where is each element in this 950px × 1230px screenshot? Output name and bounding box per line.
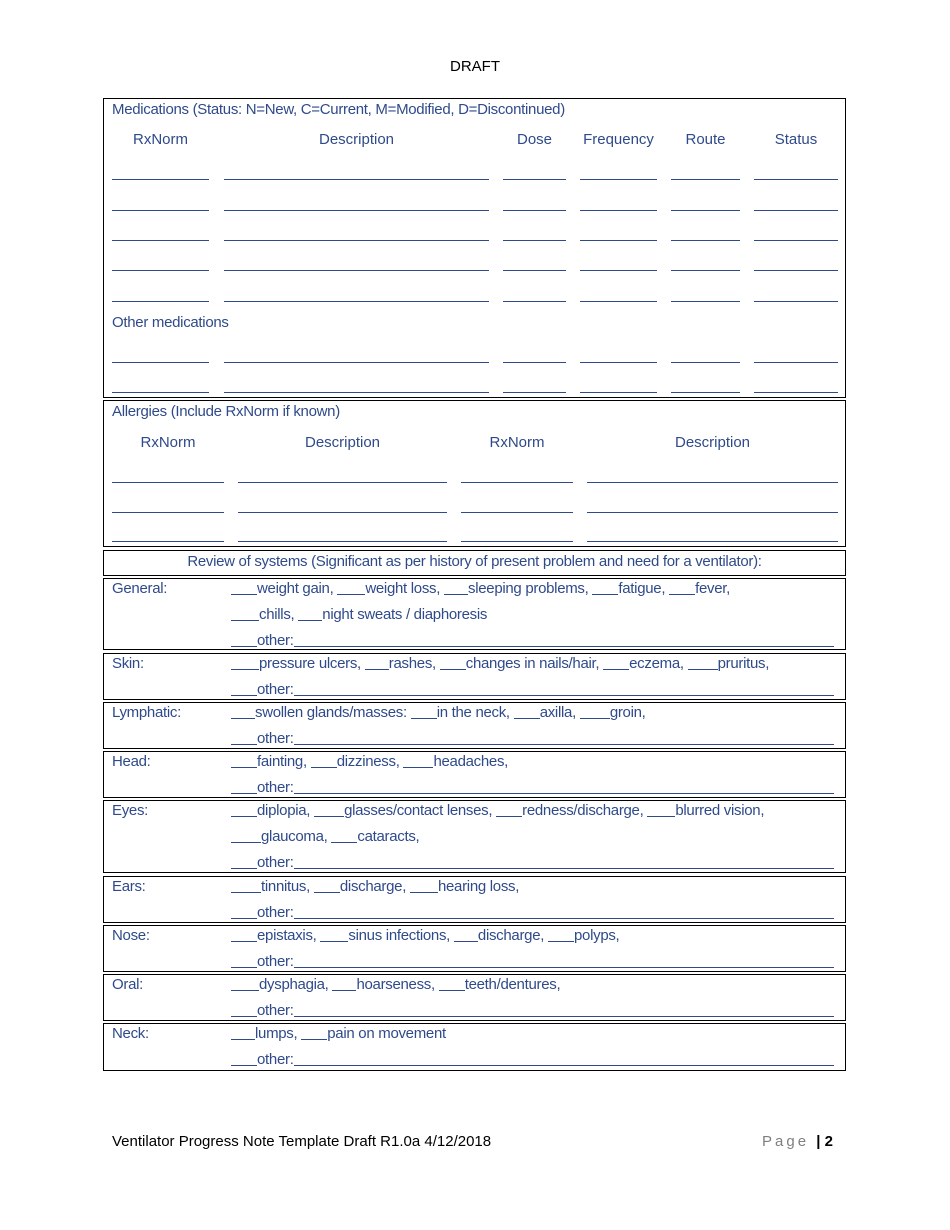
ros-section-ears bbox=[103, 876, 846, 923]
ros-section-oral bbox=[103, 974, 846, 1021]
ros-section-neck bbox=[103, 1023, 846, 1071]
ros-line bbox=[231, 802, 764, 819]
med-col-frequency: Frequency bbox=[583, 131, 654, 148]
med-entry-line[interactable] bbox=[671, 362, 740, 363]
ros-checkbox-blank[interactable] bbox=[580, 704, 610, 719]
ros-checkbox-blank[interactable] bbox=[231, 753, 257, 768]
med-entry-line[interactable] bbox=[224, 362, 489, 363]
ros-section-head bbox=[103, 751, 846, 798]
ros-option-label: glasses/contact lenses, bbox=[344, 802, 493, 819]
ros-other-label: other: bbox=[257, 953, 294, 970]
med-entry-line[interactable] bbox=[671, 210, 740, 211]
ros-checkbox-blank[interactable] bbox=[592, 580, 618, 595]
ros-checkbox-blank[interactable] bbox=[311, 753, 337, 768]
ros-option-label: discharge, bbox=[477, 927, 545, 944]
allergy-entry-line[interactable] bbox=[587, 512, 838, 513]
ros-section-lymphatic bbox=[103, 702, 846, 749]
med-entry-line[interactable] bbox=[224, 301, 489, 302]
ros-checkbox-blank[interactable] bbox=[231, 878, 261, 893]
ros-checkbox-blank[interactable] bbox=[337, 580, 365, 595]
med-entry-line[interactable] bbox=[754, 301, 838, 302]
ros-option-label: fever, bbox=[695, 580, 730, 597]
ros-checkbox-blank[interactable] bbox=[231, 681, 257, 696]
allergy-entry-line[interactable] bbox=[112, 541, 224, 542]
other-medications-label: Other medications bbox=[112, 314, 229, 331]
ros-option-label: redness/discharge, bbox=[522, 802, 644, 819]
ros-other-input-line[interactable] bbox=[294, 730, 834, 745]
ros-other-input-line[interactable] bbox=[294, 1051, 834, 1066]
ros-line bbox=[231, 606, 487, 623]
allergy-col-description-1: Description bbox=[304, 434, 381, 451]
med-entry-line[interactable] bbox=[112, 210, 209, 211]
ros-section-nose bbox=[103, 925, 846, 972]
allergy-entry-line[interactable] bbox=[112, 482, 224, 483]
ros-option-label: in the neck, bbox=[436, 704, 510, 721]
med-entry-line[interactable] bbox=[671, 179, 740, 180]
ros-checkbox-blank[interactable] bbox=[231, 802, 257, 817]
allergy-col-rxnorm-1: RxNorm bbox=[140, 434, 196, 451]
ros-option-label: weight loss, bbox=[365, 580, 441, 597]
med-col-description: Description bbox=[318, 131, 395, 148]
med-entry-line[interactable] bbox=[754, 210, 838, 211]
allergy-entry-line[interactable] bbox=[238, 541, 447, 542]
ros-section-skin bbox=[103, 653, 846, 700]
med-entry-line[interactable] bbox=[112, 179, 209, 180]
ros-line bbox=[231, 580, 730, 597]
ros-option-label: chills, bbox=[259, 606, 295, 623]
ros-other-line bbox=[231, 1002, 834, 1019]
ros-option-label: swollen glands/masses: bbox=[255, 704, 407, 721]
ros-line bbox=[231, 927, 619, 944]
ros-other-line bbox=[231, 681, 834, 698]
footer-page-sep: | bbox=[816, 1133, 821, 1150]
ros-checkbox-blank[interactable] bbox=[410, 878, 438, 893]
ros-other-label: other: bbox=[257, 1002, 294, 1019]
ros-option-label: fatigue, bbox=[618, 580, 666, 597]
ros-option-label: hearing loss, bbox=[437, 878, 520, 895]
ros-other-label: other: bbox=[257, 779, 294, 796]
med-col-rxnorm: RxNorm bbox=[133, 131, 188, 148]
ros-label-nose: Nose: bbox=[112, 927, 150, 944]
ros-checkbox-blank[interactable] bbox=[454, 927, 478, 942]
medications-title: Medications (Status: N=New, C=Current, M=Modified, D=Discontinued) bbox=[112, 101, 565, 118]
med-entry-line[interactable] bbox=[503, 179, 566, 180]
ros-other-label: other: bbox=[257, 904, 294, 921]
ros-label-general: General: bbox=[112, 580, 168, 597]
med-entry-line[interactable] bbox=[754, 179, 838, 180]
allergy-entry-line[interactable] bbox=[238, 482, 447, 483]
ros-other-label: other: bbox=[257, 632, 294, 649]
med-entry-line[interactable] bbox=[503, 270, 566, 271]
med-entry-line[interactable] bbox=[503, 240, 566, 241]
ros-checkbox-blank[interactable] bbox=[231, 704, 255, 719]
ros-option-label: glaucoma, bbox=[261, 828, 328, 845]
med-entry-line[interactable] bbox=[112, 270, 209, 271]
ros-other-input-line[interactable] bbox=[294, 1002, 834, 1017]
ros-option-label: eczema, bbox=[629, 655, 684, 672]
ros-label-skin: Skin: bbox=[112, 655, 144, 672]
ros-option-label: hoarseness, bbox=[356, 976, 435, 993]
allergy-entry-line[interactable] bbox=[461, 541, 573, 542]
ros-checkbox-blank[interactable] bbox=[444, 580, 468, 595]
ros-other-line bbox=[231, 1051, 834, 1068]
ros-checkbox-blank[interactable] bbox=[231, 632, 257, 647]
ros-label-eyes: Eyes: bbox=[112, 802, 149, 819]
footer-page-num: 2 bbox=[824, 1133, 833, 1150]
ros-option-label: dizziness, bbox=[336, 753, 400, 770]
ros-label-oral: Oral: bbox=[112, 976, 144, 993]
med-entry-line[interactable] bbox=[671, 301, 740, 302]
ros-section-eyes bbox=[103, 800, 846, 873]
med-entry-line[interactable] bbox=[224, 179, 489, 180]
ros-other-line bbox=[231, 904, 834, 921]
allergies-title: Allergies (Include RxNorm if known) bbox=[112, 403, 340, 420]
footer-document-title: Ventilator Progress Note Template Draft R1.0a 4/12/2018 bbox=[112, 1133, 492, 1150]
allergy-entry-line[interactable] bbox=[587, 541, 838, 542]
ros-checkbox-blank[interactable] bbox=[411, 704, 437, 719]
ros-other-label: other: bbox=[257, 730, 294, 747]
ros-checkbox-blank[interactable] bbox=[548, 927, 574, 942]
ros-checkbox-blank[interactable] bbox=[332, 976, 356, 991]
draft-header: DRAFT bbox=[450, 58, 500, 75]
ros-line bbox=[231, 655, 769, 672]
ros-checkbox-blank[interactable] bbox=[314, 878, 340, 893]
ros-other-label: other: bbox=[257, 854, 294, 871]
ros-option-label: axilla, bbox=[539, 704, 576, 721]
med-entry-line[interactable] bbox=[754, 392, 838, 393]
ros-checkbox-blank[interactable] bbox=[231, 580, 257, 595]
ros-line bbox=[231, 976, 560, 993]
med-entry-line[interactable] bbox=[671, 392, 740, 393]
allergy-entry-line[interactable] bbox=[461, 482, 573, 483]
ros-option-label: blurred vision, bbox=[675, 802, 765, 819]
med-entry-line[interactable] bbox=[671, 240, 740, 241]
ros-option-label: fainting, bbox=[257, 753, 307, 770]
ros-option-label: night sweats / diaphoresis bbox=[322, 606, 488, 623]
med-entry-line[interactable] bbox=[112, 240, 209, 241]
ros-option-label: weight gain, bbox=[257, 580, 334, 597]
ros-option-label: headaches, bbox=[433, 753, 509, 770]
ros-checkbox-blank[interactable] bbox=[331, 828, 357, 843]
med-entry-line[interactable] bbox=[503, 362, 566, 363]
ros-other-line bbox=[231, 779, 834, 796]
med-entry-line[interactable] bbox=[503, 392, 566, 393]
ros-other-input-line[interactable] bbox=[294, 904, 834, 919]
ros-checkbox-blank[interactable] bbox=[688, 655, 718, 670]
ros-checkbox-blank[interactable] bbox=[231, 1051, 257, 1066]
ros-line bbox=[231, 878, 519, 895]
med-entry-line[interactable] bbox=[580, 179, 657, 180]
ros-other-input-line[interactable] bbox=[294, 681, 834, 696]
ros-option-label: lumps, bbox=[255, 1025, 298, 1042]
ros-other-line bbox=[231, 632, 834, 649]
med-entry-line[interactable] bbox=[671, 270, 740, 271]
med-entry-line[interactable] bbox=[224, 210, 489, 211]
ros-checkbox-blank[interactable] bbox=[231, 828, 261, 843]
ros-option-label: epistaxis, bbox=[257, 927, 317, 944]
ros-option-label: teeth/dentures, bbox=[464, 976, 561, 993]
ros-option-label: sinus infections, bbox=[348, 927, 451, 944]
ros-checkbox-blank[interactable] bbox=[669, 580, 695, 595]
ros-option-label: polyps, bbox=[574, 927, 620, 944]
ros-other-label: other: bbox=[257, 1051, 294, 1068]
med-entry-line[interactable] bbox=[580, 270, 657, 271]
medications-section bbox=[103, 98, 846, 398]
ros-option-label: changes in nails/hair, bbox=[465, 655, 600, 672]
ros-checkbox-blank[interactable] bbox=[231, 953, 257, 968]
ros-checkbox-blank[interactable] bbox=[496, 802, 522, 817]
med-entry-line[interactable] bbox=[112, 301, 209, 302]
med-col-route: Route bbox=[685, 131, 726, 148]
ros-checkbox-blank[interactable] bbox=[439, 976, 465, 991]
ros-checkbox-blank[interactable] bbox=[231, 730, 257, 745]
ros-line bbox=[231, 704, 646, 721]
med-entry-line[interactable] bbox=[754, 270, 838, 271]
ros-checkbox-blank[interactable] bbox=[365, 655, 389, 670]
ros-option-label: sleeping problems, bbox=[468, 580, 589, 597]
ros-other-line bbox=[231, 730, 834, 747]
ros-line bbox=[231, 828, 419, 845]
med-entry-line[interactable] bbox=[224, 392, 489, 393]
ros-checkbox-blank[interactable] bbox=[231, 904, 257, 919]
ros-checkbox-blank[interactable] bbox=[231, 927, 257, 942]
ros-checkbox-blank[interactable] bbox=[231, 854, 257, 869]
allergies-section bbox=[103, 400, 846, 547]
ros-label-ears: Ears: bbox=[112, 878, 146, 895]
med-entry-line[interactable] bbox=[224, 240, 489, 241]
ros-checkbox-blank[interactable] bbox=[647, 802, 675, 817]
ros-checkbox-blank[interactable] bbox=[603, 655, 629, 670]
ros-option-label: rashes, bbox=[388, 655, 436, 672]
ros-title-box bbox=[103, 550, 846, 576]
ros-checkbox-blank[interactable] bbox=[298, 606, 322, 621]
ros-option-label: pruritus, bbox=[717, 655, 770, 672]
med-entry-line[interactable] bbox=[580, 210, 657, 211]
ros-title: Review of systems (Significant as per history of present problem and need for a ventilator): bbox=[187, 553, 762, 570]
ros-option-label: tinnitus, bbox=[261, 878, 310, 895]
ros-checkbox-blank[interactable] bbox=[231, 655, 259, 670]
med-entry-line[interactable] bbox=[754, 240, 838, 241]
allergy-col-description-2: Description bbox=[674, 434, 751, 451]
med-entry-line[interactable] bbox=[580, 240, 657, 241]
allergy-entry-line[interactable] bbox=[112, 512, 224, 513]
med-entry-line[interactable] bbox=[503, 301, 566, 302]
ros-option-label: pressure ulcers, bbox=[259, 655, 361, 672]
footer-page-label: Page bbox=[762, 1133, 810, 1150]
ros-other-line bbox=[231, 854, 834, 871]
med-col-status: Status bbox=[774, 131, 818, 148]
footer-page-number bbox=[762, 1133, 833, 1150]
ros-line bbox=[231, 1025, 446, 1042]
med-entry-line[interactable] bbox=[754, 362, 838, 363]
ros-label-head: Head: bbox=[112, 753, 151, 770]
allergy-entry-line[interactable] bbox=[587, 482, 838, 483]
ros-checkbox-blank[interactable] bbox=[320, 927, 348, 942]
ros-option-label: cataracts, bbox=[357, 828, 420, 845]
ros-other-label: other: bbox=[257, 681, 294, 698]
ros-option-label: discharge, bbox=[339, 878, 407, 895]
med-entry-line[interactable] bbox=[580, 362, 657, 363]
med-entry-line[interactable] bbox=[503, 210, 566, 211]
ros-checkbox-blank[interactable] bbox=[231, 779, 257, 794]
ros-line bbox=[231, 753, 508, 770]
allergy-entry-line[interactable] bbox=[461, 512, 573, 513]
ros-other-input-line[interactable] bbox=[294, 854, 834, 869]
ros-option-label: diplopia, bbox=[257, 802, 311, 819]
ros-checkbox-blank[interactable] bbox=[231, 606, 259, 621]
ros-checkbox-blank[interactable] bbox=[231, 1025, 255, 1040]
ros-option-label: groin, bbox=[609, 704, 646, 721]
ros-option-label: dysphagia, bbox=[259, 976, 329, 993]
med-entry-line[interactable] bbox=[580, 392, 657, 393]
ros-checkbox-blank[interactable] bbox=[301, 1025, 327, 1040]
ros-other-input-line[interactable] bbox=[294, 632, 834, 647]
ros-option-label: pain on movement bbox=[327, 1025, 446, 1042]
allergy-col-rxnorm-2: RxNorm bbox=[489, 434, 545, 451]
med-entry-line[interactable] bbox=[112, 362, 209, 363]
ros-other-input-line[interactable] bbox=[294, 779, 834, 794]
ros-checkbox-blank[interactable] bbox=[314, 802, 344, 817]
ros-label-neck: Neck: bbox=[112, 1025, 149, 1042]
ros-other-input-line[interactable] bbox=[294, 953, 834, 968]
med-entry-line[interactable] bbox=[224, 270, 489, 271]
ros-checkbox-blank[interactable] bbox=[514, 704, 540, 719]
ros-checkbox-blank[interactable] bbox=[440, 655, 466, 670]
med-col-dose: Dose bbox=[516, 131, 553, 148]
ros-label-lymphatic: Lymphatic: bbox=[112, 704, 181, 721]
ros-checkbox-blank[interactable] bbox=[231, 1002, 257, 1017]
ros-checkbox-blank[interactable] bbox=[231, 976, 259, 991]
ros-section-general bbox=[103, 578, 846, 650]
ros-other-line bbox=[231, 953, 834, 970]
med-entry-line[interactable] bbox=[580, 301, 657, 302]
allergy-entry-line[interactable] bbox=[238, 512, 447, 513]
ros-checkbox-blank[interactable] bbox=[403, 753, 433, 768]
med-entry-line[interactable] bbox=[112, 392, 209, 393]
